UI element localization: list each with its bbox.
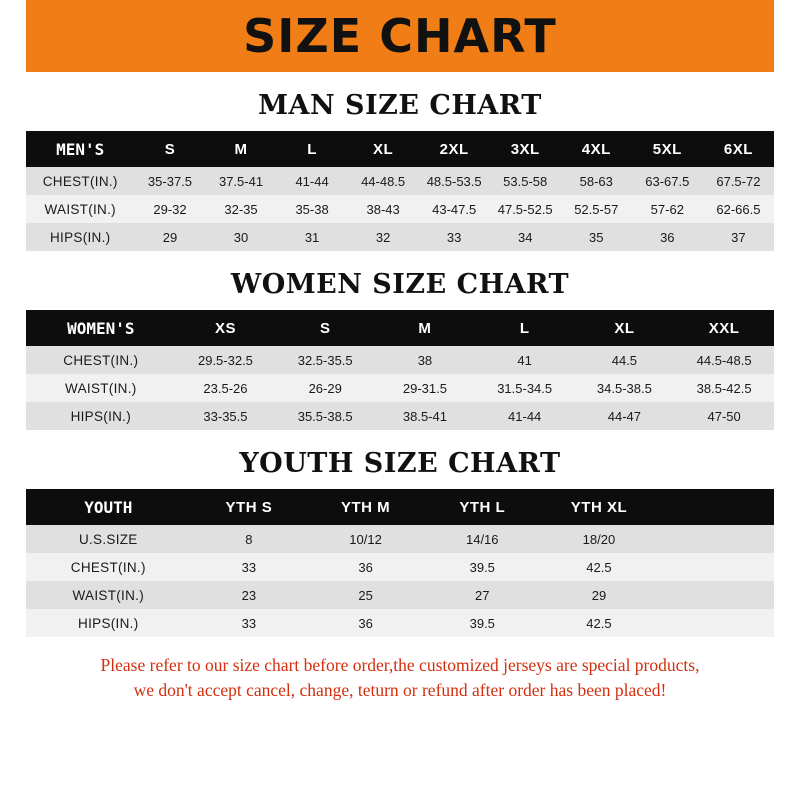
man-cell-1-0: 29-32 bbox=[134, 195, 205, 223]
youth-cell-2-4 bbox=[657, 581, 774, 609]
man-cell-1-4: 43-47.5 bbox=[419, 195, 490, 223]
youth-cell-1-0: 33 bbox=[191, 553, 308, 581]
youth-cell-1-1: 36 bbox=[307, 553, 424, 581]
youth-cell-0-2: 14/16 bbox=[424, 525, 541, 553]
women-cell-2-1: 35.5-38.5 bbox=[275, 402, 375, 430]
man-col-header-8: 5XL bbox=[632, 131, 703, 167]
youth-cell-1-3: 42.5 bbox=[541, 553, 658, 581]
youth-cell-0-4 bbox=[657, 525, 774, 553]
man-cell-2-4: 33 bbox=[419, 223, 490, 251]
table-row bbox=[26, 223, 774, 251]
man-cell-2-3: 32 bbox=[348, 223, 419, 251]
header-right-margin bbox=[774, 0, 800, 72]
women-cell-0-5: 44.5-48.5 bbox=[674, 346, 774, 374]
women-col-header-1: XS bbox=[176, 310, 276, 346]
women-cell-1-2: 29-31.5 bbox=[375, 374, 475, 402]
women-col-header-6: XXL bbox=[674, 310, 774, 346]
man-col-header-9: 6XL bbox=[703, 131, 774, 167]
man-cell-2-7: 36 bbox=[632, 223, 703, 251]
man-col-header-6: 3XL bbox=[490, 131, 561, 167]
man-cell-0-6: 58-63 bbox=[561, 167, 632, 195]
women-cell-2-2: 38.5-41 bbox=[375, 402, 475, 430]
man-cell-2-5: 34 bbox=[490, 223, 561, 251]
table-row bbox=[26, 374, 774, 402]
youth-col-header-0: YOUTH bbox=[26, 489, 191, 525]
man-cell-2-8: 37 bbox=[703, 223, 774, 251]
man-size-table bbox=[26, 131, 774, 251]
women-section-title: WOMEN SIZE CHART bbox=[230, 269, 570, 300]
youth-col-header-1: YTH S bbox=[191, 489, 308, 525]
man-cell-0-5: 53.5-58 bbox=[490, 167, 561, 195]
man-table-body bbox=[26, 167, 774, 251]
man-cell-0-3: 44-48.5 bbox=[348, 167, 419, 195]
table-header-row bbox=[26, 131, 774, 167]
man-cell-1-6: 52.5-57 bbox=[561, 195, 632, 223]
man-cell-2-2: 31 bbox=[277, 223, 348, 251]
table-header-row bbox=[26, 310, 774, 346]
youth-cell-1-4 bbox=[657, 553, 774, 581]
women-cell-2-4: 44-47 bbox=[575, 402, 675, 430]
women-col-header-0: WOMEN'S bbox=[26, 310, 176, 346]
youth-table-body bbox=[26, 525, 774, 637]
women-row-1-label: WAIST(IN.) bbox=[26, 374, 176, 402]
women-cell-0-0: 29.5-32.5 bbox=[176, 346, 276, 374]
man-col-header-3: L bbox=[277, 131, 348, 167]
man-cell-1-8: 62-66.5 bbox=[703, 195, 774, 223]
youth-section-title: YOUTH SIZE CHART bbox=[239, 448, 561, 479]
man-cell-0-7: 63-67.5 bbox=[632, 167, 703, 195]
women-cell-1-0: 23.5-26 bbox=[176, 374, 276, 402]
man-cell-1-2: 35-38 bbox=[277, 195, 348, 223]
youth-row-2-label: WAIST(IN.) bbox=[26, 581, 191, 609]
man-col-header-7: 4XL bbox=[561, 131, 632, 167]
man-row-1-label: WAIST(IN.) bbox=[26, 195, 134, 223]
footer-note-line-1: Please refer to our size chart before order,the customized jerseys are special products, bbox=[100, 655, 700, 675]
table-row bbox=[26, 195, 774, 223]
women-cell-0-2: 38 bbox=[375, 346, 475, 374]
table-row bbox=[26, 525, 774, 553]
youth-cell-2-0: 23 bbox=[191, 581, 308, 609]
page-title: SIZE CHART bbox=[243, 9, 557, 63]
table-header-row bbox=[26, 489, 774, 525]
man-cell-1-5: 47.5-52.5 bbox=[490, 195, 561, 223]
table-row bbox=[26, 167, 774, 195]
youth-cell-0-0: 8 bbox=[191, 525, 308, 553]
youth-cell-2-2: 27 bbox=[424, 581, 541, 609]
youth-cell-3-0: 33 bbox=[191, 609, 308, 637]
women-col-header-4: L bbox=[475, 310, 575, 346]
women-col-header-2: S bbox=[275, 310, 375, 346]
youth-col-header-5 bbox=[657, 489, 774, 525]
man-row-0-label: CHEST(IN.) bbox=[26, 167, 134, 195]
man-cell-0-8: 67.5-72 bbox=[703, 167, 774, 195]
youth-cell-2-3: 29 bbox=[541, 581, 658, 609]
youth-cell-1-2: 39.5 bbox=[424, 553, 541, 581]
youth-col-header-3: YTH L bbox=[424, 489, 541, 525]
youth-row-0-label: U.S.SIZE bbox=[26, 525, 191, 553]
youth-col-header-2: YTH M bbox=[307, 489, 424, 525]
table-row bbox=[26, 553, 774, 581]
man-cell-0-0: 35-37.5 bbox=[134, 167, 205, 195]
youth-cell-0-3: 18/20 bbox=[541, 525, 658, 553]
man-section-title: MAN SIZE CHART bbox=[258, 90, 542, 121]
footer-note bbox=[26, 653, 774, 704]
man-cell-1-1: 32-35 bbox=[206, 195, 277, 223]
man-col-header-1: S bbox=[134, 131, 205, 167]
women-cell-1-3: 31.5-34.5 bbox=[475, 374, 575, 402]
women-cell-2-3: 41-44 bbox=[475, 402, 575, 430]
women-cell-0-4: 44.5 bbox=[575, 346, 675, 374]
women-row-2-label: HIPS(IN.) bbox=[26, 402, 176, 430]
man-cell-1-7: 57-62 bbox=[632, 195, 703, 223]
women-size-table bbox=[26, 310, 774, 430]
man-col-header-0: MEN'S bbox=[26, 131, 134, 167]
man-cell-2-0: 29 bbox=[134, 223, 205, 251]
header-left-margin bbox=[0, 0, 26, 72]
women-cell-2-0: 33-35.5 bbox=[176, 402, 276, 430]
women-cell-1-4: 34.5-38.5 bbox=[575, 374, 675, 402]
table-row bbox=[26, 609, 774, 637]
women-table-head bbox=[26, 310, 774, 346]
women-col-header-5: XL bbox=[575, 310, 675, 346]
man-row-2-label: HIPS(IN.) bbox=[26, 223, 134, 251]
women-row-0-label: CHEST(IN.) bbox=[26, 346, 176, 374]
women-table-body bbox=[26, 346, 774, 430]
man-col-header-5: 2XL bbox=[419, 131, 490, 167]
youth-cell-0-1: 10/12 bbox=[307, 525, 424, 553]
man-col-header-2: M bbox=[206, 131, 277, 167]
youth-cell-2-1: 25 bbox=[307, 581, 424, 609]
man-cell-2-6: 35 bbox=[561, 223, 632, 251]
women-cell-0-3: 41 bbox=[475, 346, 575, 374]
youth-col-header-4: YTH XL bbox=[541, 489, 658, 525]
youth-cell-3-3: 42.5 bbox=[541, 609, 658, 637]
youth-row-1-label: CHEST(IN.) bbox=[26, 553, 191, 581]
man-col-header-4: XL bbox=[348, 131, 419, 167]
table-row bbox=[26, 346, 774, 374]
man-cell-0-4: 48.5-53.5 bbox=[419, 167, 490, 195]
women-cell-1-5: 38.5-42.5 bbox=[674, 374, 774, 402]
header-band bbox=[0, 0, 800, 72]
women-col-header-3: M bbox=[375, 310, 475, 346]
man-cell-0-2: 41-44 bbox=[277, 167, 348, 195]
youth-row-3-label: HIPS(IN.) bbox=[26, 609, 191, 637]
table-row bbox=[26, 402, 774, 430]
content-area bbox=[0, 90, 800, 704]
youth-size-table bbox=[26, 489, 774, 637]
youth-cell-3-4 bbox=[657, 609, 774, 637]
women-cell-0-1: 32.5-35.5 bbox=[275, 346, 375, 374]
footer-note-line-2: we don't accept cancel, change, teturn or refund after order has been placed! bbox=[133, 680, 667, 701]
man-cell-0-1: 37.5-41 bbox=[206, 167, 277, 195]
table-row bbox=[26, 581, 774, 609]
man-cell-1-3: 38-43 bbox=[348, 195, 419, 223]
youth-table-head bbox=[26, 489, 774, 525]
women-cell-1-1: 26-29 bbox=[275, 374, 375, 402]
youth-cell-3-1: 36 bbox=[307, 609, 424, 637]
women-cell-2-5: 47-50 bbox=[674, 402, 774, 430]
man-table-head bbox=[26, 131, 774, 167]
youth-cell-3-2: 39.5 bbox=[424, 609, 541, 637]
man-cell-2-1: 30 bbox=[206, 223, 277, 251]
